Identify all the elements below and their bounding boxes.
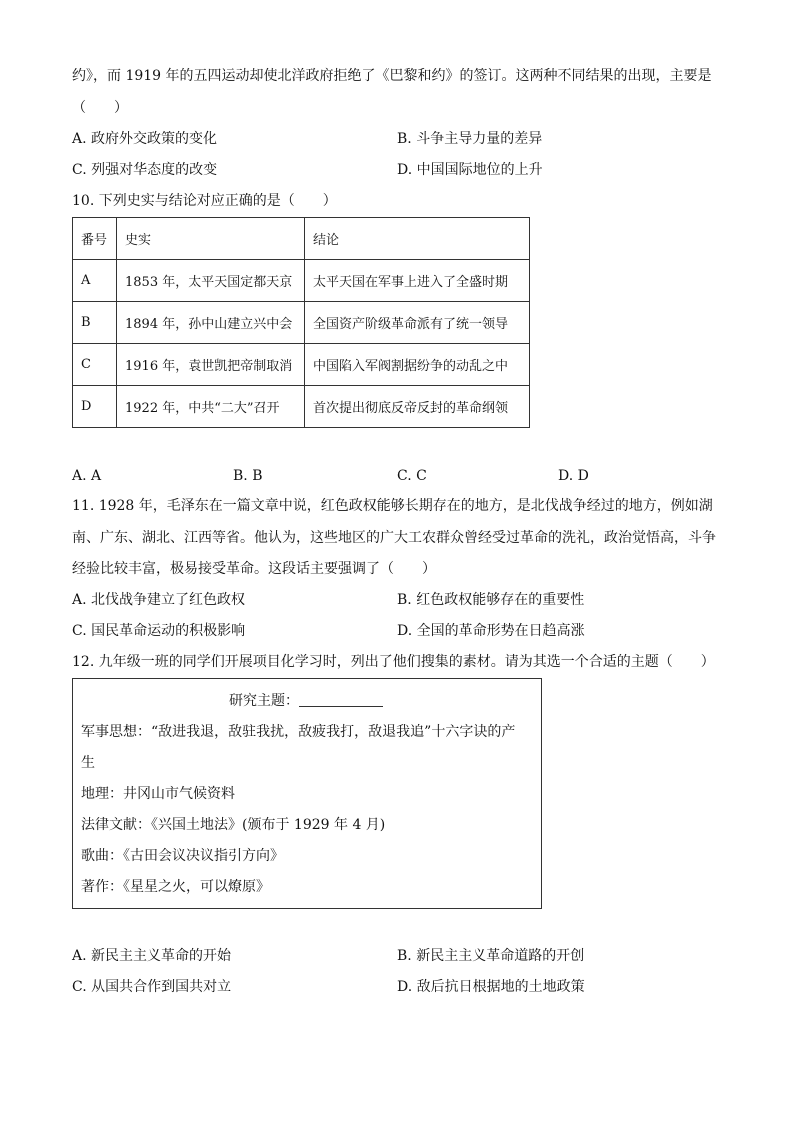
table-cell: 全国资产阶级革命派有了统一领导 bbox=[305, 302, 530, 344]
table-cell: 太平天国在军事上进入了全盛时期 bbox=[305, 260, 530, 302]
q10-option-a[interactable]: A. A bbox=[72, 468, 102, 484]
table-header-cell: 番号 bbox=[73, 218, 117, 260]
q9-option-c[interactable]: C. 列强对华态度的改变 bbox=[72, 162, 218, 178]
q11-stem-line1: 11. 1928 年，毛泽东在一篇文章中说，红色政权能够长期存在的地方，是北伐战争经过的地方，例如湖 bbox=[72, 498, 713, 514]
research-topic-blank bbox=[299, 692, 383, 707]
q12-stem: 12. 九年级一班的同学们开展项目化学习时，列出了他们搜集的素材。请为其选一个合适的主题（ ） bbox=[72, 654, 715, 670]
research-topic-title: 研究主题： bbox=[229, 693, 299, 709]
material-song: 歌曲：《古田会议决议指引方向》 bbox=[81, 848, 284, 864]
material-book: 著作：《星星之火，可以燎原》 bbox=[81, 879, 270, 895]
table-row bbox=[73, 260, 530, 302]
q9-option-b[interactable]: B. 斗争主导力量的差异 bbox=[397, 131, 543, 147]
q12-option-a[interactable]: A. 新民主主义革命的开始 bbox=[72, 948, 232, 964]
q11-stem-line2: 南、广东、湖北、江西等省。他认为，这些地区的广大工农群众曾经受过革命的洗礼，政治觉悟高，斗争 bbox=[72, 530, 716, 546]
table-cell: C bbox=[73, 344, 117, 386]
table-cell: 首次提出彻底反帝反封的革命纲领 bbox=[305, 386, 530, 428]
q12-option-c[interactable]: C. 从国共合作到国共对立 bbox=[72, 979, 232, 995]
table-cell: D bbox=[73, 386, 117, 428]
table-header-row bbox=[73, 218, 530, 260]
q9-option-a[interactable]: A. 政府外交政策的变化 bbox=[72, 131, 218, 147]
q11-option-d[interactable]: D. 全国的革命形势在日趋高涨 bbox=[397, 623, 585, 639]
research-topic-label bbox=[229, 691, 383, 711]
table-header-cell: 结论 bbox=[305, 218, 530, 260]
table-cell: 1916 年，袁世凯把帝制取消 bbox=[117, 344, 305, 386]
q12-materials-box bbox=[72, 678, 542, 909]
table-cell: B bbox=[73, 302, 117, 344]
table-cell: 1894 年，孙中山建立兴中会 bbox=[117, 302, 305, 344]
q10-option-d[interactable]: D. D bbox=[558, 468, 589, 484]
q10-option-c[interactable]: C. C bbox=[397, 468, 427, 484]
q10-option-b[interactable]: B. B bbox=[233, 468, 263, 484]
material-law: 法律文献：《兴国土地法》(颁布于 1929 年 4 月) bbox=[81, 817, 386, 833]
q11-stem-line3: 经验比较丰富，极易接受革命。这段话主要强调了（ ） bbox=[72, 561, 436, 577]
material-geography: 地理：井冈山市气候资料 bbox=[81, 786, 235, 802]
q11-option-a[interactable]: A. 北伐战争建立了红色政权 bbox=[72, 592, 246, 608]
material-military: 军事思想：“敌进我退，敌驻我扰，敌疲我打，敌退我追”十六字诀的产 bbox=[81, 724, 516, 740]
table-row bbox=[73, 302, 530, 344]
q11-option-b[interactable]: B. 红色政权能够存在的重要性 bbox=[397, 592, 585, 608]
table-cell: 中国陷入军阀割据纷争的动乱之中 bbox=[305, 344, 530, 386]
table-cell: 1922 年，中共“二大”召开 bbox=[117, 386, 305, 428]
q9-stem-line2: （ ） bbox=[72, 100, 128, 116]
material-military-cont: 生 bbox=[81, 755, 95, 771]
table-cell: A bbox=[73, 260, 117, 302]
q12-option-d[interactable]: D. 敌后抗日根据地的土地政策 bbox=[397, 979, 585, 995]
q12-option-b[interactable]: B. 新民主主义革命道路的开创 bbox=[397, 948, 585, 964]
table-row bbox=[73, 386, 530, 428]
table-cell: 1853 年，太平天国定都天京 bbox=[117, 260, 305, 302]
q10-facts-table bbox=[72, 217, 530, 428]
q11-option-c[interactable]: C. 国民革命运动的积极影响 bbox=[72, 623, 246, 639]
table-header-cell: 史实 bbox=[117, 218, 305, 260]
q9-option-d[interactable]: D. 中国国际地位的上升 bbox=[397, 162, 543, 178]
q10-stem: 10. 下列史实与结论对应正确的是（ ） bbox=[72, 193, 337, 209]
q9-stem-line1: 约》，而 1919 年的五四运动却使北洋政府拒绝了《巴黎和约》的签订。这两种不同结果的出现，主要是 bbox=[72, 68, 712, 84]
table-row bbox=[73, 344, 530, 386]
